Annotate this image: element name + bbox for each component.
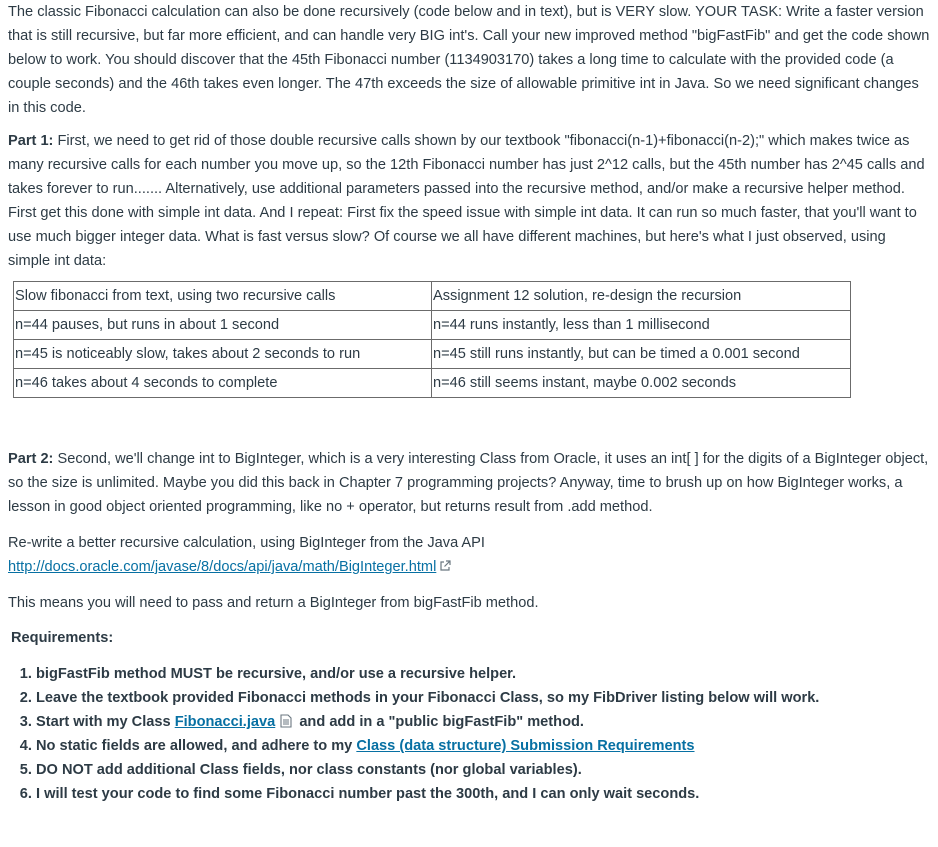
fibonacci-java-link[interactable]: Fibonacci.java	[174, 714, 276, 730]
fast-version-cell: n=44 runs instantly, less than 1 millisecond	[432, 311, 851, 340]
requirement-item: 5. DO NOT add additional Class fields, nor class constants (nor global variables).	[36, 758, 930, 782]
table-row	[14, 340, 851, 369]
slow-version-cell: n=45 is noticeably slow, takes about 2 seconds to run	[14, 340, 432, 369]
slow-version-cell: Slow fibonacci from text, using two recursive calls	[14, 282, 432, 311]
rewrite-text: Re-write a better recursive calculation, using BigInteger from the Java API	[8, 535, 485, 551]
means-paragraph: This means you will need to pass and return a BigInteger from bigFastFib method.	[8, 595, 539, 611]
requirement-item	[36, 734, 930, 758]
table-header-row	[14, 282, 851, 311]
requirement-item: 2. Leave the textbook provided Fibonacci methods in your Fibonacci Class, so my FibDriver listing below will work.	[36, 686, 930, 710]
requirement-item: 6. I will test your code to find some Fibonacci number past the 300th, and I can only wait seconds.	[36, 782, 930, 806]
requirement-item	[36, 710, 930, 734]
part2-label: Part 2:	[8, 451, 54, 467]
slow-version-cell: n=44 pauses, but runs in about 1 second	[14, 311, 432, 340]
part2-text: Second, we'll change int to BigInteger, which is a very interesting Class from Oracle, it uses an int[ ] for the digits of a BigInteger object, so the size is unlimited. Maybe you did this back in Chapter 7 programming projects? Anyway, time to brush up on how BigInteger works, a lesson in good object oriented programming, like no + operator, but returns result from .add method.	[8, 451, 929, 515]
requirement-text: No static fields are allowed, and adhere to my	[36, 738, 357, 754]
table-row	[14, 311, 851, 340]
timing-comparison-table	[13, 281, 851, 398]
part1-label: Part 1:	[8, 133, 54, 149]
requirement-item: 1. bigFastFib method MUST be recursive, and/or use a recursive helper.	[36, 662, 930, 686]
fast-version-cell: n=46 still seems instant, maybe 0.002 seconds	[432, 369, 851, 398]
submission-requirements-link[interactable]: Class (data structure) Submission Requirements	[356, 738, 695, 754]
slow-version-cell: n=46 takes about 4 seconds to complete	[14, 369, 432, 398]
part1-text: First, we need to get rid of those double recursive calls shown by our textbook "fibonacci(n-1)+fibonacci(n-2);" which makes twice as many recursive calls for each number you move up, so the 12th Fibonacci number has just 2^12 calls, but the 45th number has 2^45 calls and takes forever to run....... Alternatively, use additional parameters passed into the recursive method, and/or make a recursive helper method. First get this done with simple int data. And I repeat: First fix the speed issue with simple int data. It can run so much faster, that you'll want to use much bigger integer data. What is fast versus slow? Of course we all have different machines, but here's what I just observed, using simple int data:	[8, 133, 925, 269]
table-row	[14, 369, 851, 398]
requirement-text: Start with my Class	[36, 714, 175, 730]
requirements-list	[8, 662, 930, 806]
part1-paragraph	[8, 129, 930, 273]
rewrite-paragraph	[8, 531, 930, 579]
fast-version-cell: n=45 still runs instantly, but can be timed a 0.001 second	[432, 340, 851, 369]
biginteger-api-link[interactable]: http://docs.oracle.com/javase/8/docs/api/java/math/BigInteger.html	[8, 559, 437, 575]
part2-paragraph	[8, 447, 930, 519]
requirements-title: Requirements:	[11, 630, 114, 646]
requirement-text: and add in a "public bigFastFib" method.	[295, 714, 584, 730]
document-icon[interactable]	[280, 714, 292, 728]
external-link-icon	[439, 560, 451, 572]
fast-version-cell: Assignment 12 solution, re-design the recursion	[432, 282, 851, 311]
intro-paragraph: The classic Fibonacci calculation can also be done recursively (code below and in text), but is VERY slow. YOUR TASK: Write a faster version that is still recursive, but far more efficient, and can handle very BIG int's. Call your new improved method "bigFastFib" and get the code shown below to work. You should discover that the 45th Fibonacci number (1134903170) takes a long time to calculate with the provided code (a couple seconds) and the 46th takes even longer. The 47th exceeds the size of allowable primitive int in Java. So we need significant changes in this code.	[8, 4, 930, 116]
